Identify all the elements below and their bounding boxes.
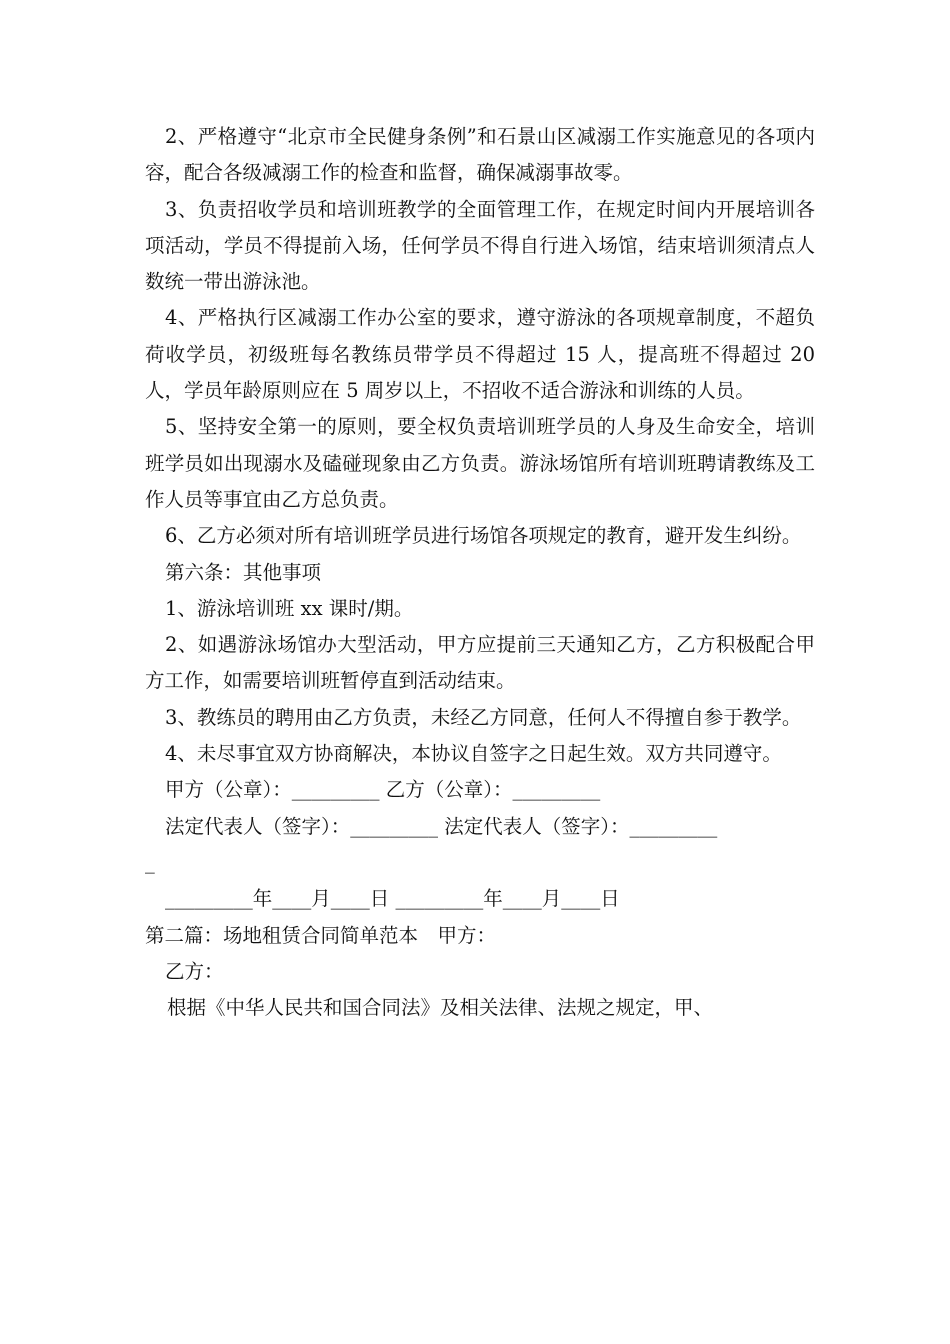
clause-3-management: 3、负责招收学员和培训班教学的全面管理工作，在规定时间内开展培训各项活动，学员不得提前入场，任何学员不得自行进入场馆，结束培训须清点人数统一带出游泳池。 bbox=[145, 197, 815, 294]
date-line: _________年____月____日 _________年____月____日 bbox=[165, 887, 620, 911]
article-6-heading: 第六条：其他事项 bbox=[165, 560, 322, 584]
clause-5-safety: 5、坚持安全第一的原则，要全权负责培训班学员的人身及生命安全，培训班学员如出现溺水及磕碰现象由乙方负责。游泳场馆所有培训班聘请教练及工作人员等事宜由乙方总负责。 bbox=[145, 415, 815, 511]
second-section-intro: 根据《中华人民共和国合同法》及相关法律、法规之规定，甲、 bbox=[167, 996, 714, 1020]
other-item-4: 4、未尽事宜双方协商解决，本协议自签字之日起生效。双方共同遵守。 bbox=[165, 742, 782, 766]
seal-signature-line: 甲方（公章）：_________ 乙方（公章）：_________ bbox=[165, 778, 601, 802]
clause-2-compliance: 2、严格遵守“北京市全民健身条例”和石景山区减溺工作实施意见的各项内容，配合各级减溺工作的检查和监督，确保减溺事故零。 bbox=[145, 125, 815, 185]
other-item-1: 1、游泳培训班 xx 课时/期。 bbox=[165, 596, 414, 620]
other-item-3: 3、教练员的聘用由乙方负责，未经乙方同意，任何人不得擅自参于教学。 bbox=[165, 705, 802, 729]
clause-4-regulations: 4、严格执行区减溺工作办公室的要求，遵守游泳的各项规章制度，不超负荷收学员，初级班每名教练员带学员不得超过 15 人，提高班不得超过 20 人，学员年龄原则应在 5 周岁以上，不招收不适合游泳和训练的人员。 bbox=[145, 306, 815, 403]
representative-signature-line: 法定代表人（签字）：_________ 法定代表人（签字）：_________ bbox=[165, 814, 718, 838]
second-section-heading: 第二篇：场地租赁合同简单范本 甲方： bbox=[145, 923, 497, 947]
clause-6-education: 6、乙方必须对所有培训班学员进行场馆各项规定的教育，避开发生纠纷。 bbox=[165, 524, 802, 548]
other-item-2: 2、如遇游泳场馆办大型活动，甲方应提前三天通知乙方，乙方积极配合甲方工作，如需要培训班暂停直到活动结束。 bbox=[145, 633, 815, 693]
second-section-party-b: 乙方： bbox=[165, 959, 224, 983]
representative-line-overflow: _ bbox=[145, 850, 155, 874]
document-body bbox=[145, 119, 815, 1026]
